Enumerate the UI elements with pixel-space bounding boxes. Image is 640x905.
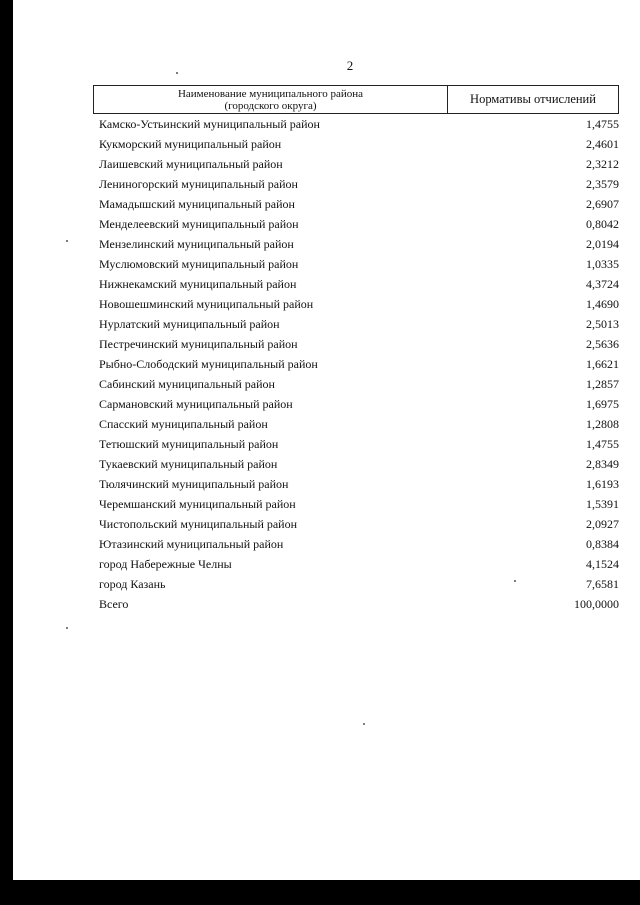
row-name: Рыбно-Слободский муниципальный район xyxy=(99,356,318,371)
table-row xyxy=(99,434,620,454)
table-row xyxy=(99,454,620,474)
row-name: Менделеевский муниципальный район xyxy=(99,216,299,231)
table-row xyxy=(99,474,620,494)
row-value: 2,3579 xyxy=(586,176,619,191)
table-row xyxy=(99,154,620,174)
table-row xyxy=(99,254,620,274)
table-row xyxy=(99,334,620,354)
row-name: Ютазинский муниципальный район xyxy=(99,536,284,551)
header-name-cell xyxy=(94,86,448,113)
row-name: Мензелинский муниципальный район xyxy=(99,236,294,251)
scan-speck xyxy=(176,72,178,74)
row-name: Камско-Устьинский муниципальный район xyxy=(99,116,320,131)
header-name-line1: Наименование муниципального района xyxy=(177,87,364,100)
row-name: Спасский муниципальный район xyxy=(99,416,268,431)
table-body xyxy=(99,114,620,614)
row-name: Сабинский муниципальный район xyxy=(99,376,275,391)
table-row xyxy=(99,114,620,134)
row-name: город Казань xyxy=(99,576,166,591)
table-row xyxy=(99,314,620,334)
table-row xyxy=(99,174,620,194)
row-name: Лениногорский муниципальный район xyxy=(99,176,298,191)
row-value: 2,0927 xyxy=(586,516,619,531)
row-value: 7,6581 xyxy=(586,576,619,591)
row-value: 1,4690 xyxy=(586,296,619,311)
page-number: 2 xyxy=(346,58,354,73)
table-row xyxy=(99,574,620,594)
row-value: 1,5391 xyxy=(586,496,619,511)
row-value: 1,4755 xyxy=(586,116,619,131)
row-value: 1,0335 xyxy=(586,256,619,271)
row-name: Тюлячинский муниципальный район xyxy=(99,476,289,491)
row-name: Новошешминский муниципальный район xyxy=(99,296,314,311)
row-value: 1,2808 xyxy=(586,416,619,431)
table-row xyxy=(99,274,620,294)
table-row xyxy=(99,414,620,434)
table-row xyxy=(99,354,620,374)
row-name: Пестречинский муниципальный район xyxy=(99,336,298,351)
scan-bottom-border xyxy=(0,880,640,905)
table-row xyxy=(99,294,620,314)
table-row xyxy=(99,494,620,514)
row-value: 2,8349 xyxy=(586,456,619,471)
table-row xyxy=(99,394,620,414)
table-row xyxy=(99,374,620,394)
row-value: 0,8384 xyxy=(586,536,619,551)
row-value: 1,6621 xyxy=(586,356,619,371)
scan-speck xyxy=(66,627,68,629)
row-name: Черемшанский муниципальный район xyxy=(99,496,296,511)
row-value: 1,6975 xyxy=(586,396,619,411)
table-row xyxy=(99,194,620,214)
row-name: Нижнекамский муниципальный район xyxy=(99,276,297,291)
header-name-line2: (городского округа) xyxy=(224,99,317,112)
row-name: Всего xyxy=(99,596,129,611)
row-name: Кукморский муниципальный район xyxy=(99,136,282,151)
scan-left-border xyxy=(0,0,13,905)
row-name: Мамадышский муниципальный район xyxy=(99,196,295,211)
row-value: 2,5636 xyxy=(586,336,619,351)
row-name: город Набережные Челны xyxy=(99,556,232,571)
table-header xyxy=(93,85,619,114)
row-value: 0,8042 xyxy=(586,216,619,231)
table-row xyxy=(99,534,620,554)
row-name: Нурлатский муниципальный район xyxy=(99,316,280,331)
table-row xyxy=(99,234,620,254)
row-value: 1,6193 xyxy=(586,476,619,491)
table-row xyxy=(99,594,620,614)
row-value: 2,3212 xyxy=(586,156,619,171)
row-value: 1,2857 xyxy=(586,376,619,391)
row-name: Тукаевский муниципальный район xyxy=(99,456,278,471)
row-name: Тетюшский муниципальный район xyxy=(99,436,279,451)
scan-speck xyxy=(66,240,68,242)
row-name: Чистопольский муниципальный район xyxy=(99,516,298,531)
row-value: 4,1524 xyxy=(586,556,619,571)
header-value-cell: Нормативы отчислений xyxy=(470,92,596,106)
table-row xyxy=(99,514,620,534)
row-value: 2,4601 xyxy=(586,136,619,151)
row-name: Сармановский муниципальный район xyxy=(99,396,293,411)
row-value: 2,0194 xyxy=(586,236,619,251)
table-row xyxy=(99,134,620,154)
row-value: 2,6907 xyxy=(586,196,619,211)
row-name: Муслюмовский муниципальный район xyxy=(99,256,299,271)
table-row xyxy=(99,554,620,574)
row-name: Лаишевский муниципальный район xyxy=(99,156,283,171)
scan-speck xyxy=(363,723,365,725)
row-value: 2,5013 xyxy=(586,316,619,331)
table-row xyxy=(99,214,620,234)
row-value: 100,0000 xyxy=(574,596,619,611)
row-value: 4,3724 xyxy=(586,276,619,291)
row-value: 1,4755 xyxy=(586,436,619,451)
